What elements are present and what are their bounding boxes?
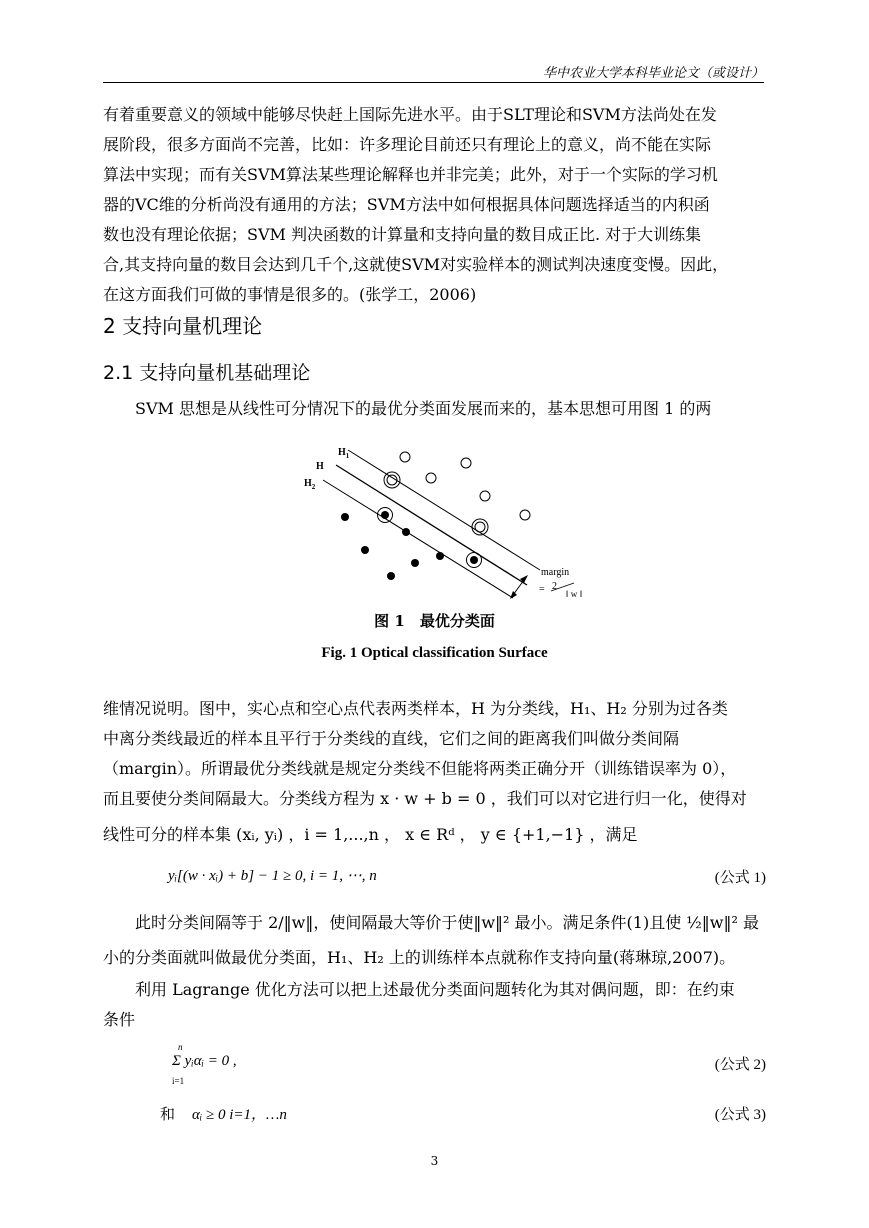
svm-intro-line: SVM 思想是从线性可分情况下的最优分类面发展而来的，基本思想可用图 1 的两 — [135, 399, 712, 418]
margin-label: margin — [541, 567, 570, 578]
h2-line — [323, 480, 513, 598]
hollow-point — [480, 491, 490, 501]
margin-paragraph-cont — [103, 943, 766, 973]
formula-2-sub: i=1 — [172, 1076, 185, 1086]
text-line: （margin）。所谓最优分类线就是规定分类线不但能将两类正确分开（训练错误率为 0）， — [103, 759, 737, 778]
text-line: 条件 — [103, 1010, 136, 1029]
text-line: 而且要使分类间隔最大。分类线方程为 x · w + b = 0 ，我们可以对它进行归一化，使得对 — [103, 789, 747, 808]
text-line: 维情况说明。图中，实心点和空心点代表两类样本，H 为分类线，H₁、H₂ 分别为过各类 — [103, 699, 728, 718]
text-line: 此时分类间隔等于 2/‖w‖，使间隔最大等价于使‖w‖² 最小。满足条件(1)且使 ½‖w‖² 最 — [135, 913, 760, 932]
page-header — [103, 58, 764, 83]
margin-formula-num: 2 — [552, 581, 557, 592]
hollow-point — [461, 458, 471, 468]
formula-3-prefix: 和 — [160, 1105, 176, 1123]
solid-point — [387, 572, 395, 580]
figure-caption-cn: 图 1 最优分类面 — [374, 612, 495, 630]
text-line: 算法中实现；而有关SVM算法某些理论解释也并非完美；此外，对于一个实际的学习机 — [103, 165, 718, 184]
text-line: 利用 Lagrange 优化方法可以把上述最优分类面问题转化为其对偶问题，即：在约束 — [135, 980, 735, 999]
solid-point — [411, 559, 419, 567]
h1-line — [348, 450, 540, 570]
text-line: 数也没有理论依据；SVM 判决函数的计算量和支持向量的数目成正比. 对于大训练集 — [103, 225, 702, 244]
intro-paragraph — [103, 100, 766, 310]
section-heading: 2 支持向量机理论 — [103, 314, 263, 338]
margin-paragraph — [135, 908, 766, 938]
formula-2-sup: n — [178, 1042, 183, 1052]
lagrange-paragraph-cont — [103, 1005, 766, 1035]
solid-point — [361, 546, 369, 554]
text-line: 线性可分的样本集 (xᵢ, yᵢ) ，i = 1,...,n ， x ∈ Rᵈ ， y ∈ {+1,−1} ，满足 — [103, 825, 638, 844]
solid-point — [436, 552, 444, 560]
svm-figure — [0, 435, 869, 615]
text-line: 器的VC维的分析尚没有通用的方法；SVM方法中如何根据具体问题选择适当的内积函 — [103, 195, 710, 214]
body-paragraph — [103, 694, 766, 850]
page-number: 3 — [430, 1154, 439, 1168]
hollow-support-vector — [475, 522, 485, 532]
margin-formula-eq: = — [539, 584, 545, 595]
formula-2: Σ yᵢαᵢ = 0 , — [172, 1053, 237, 1069]
formula-3: αᵢ ≥ 0 i=1，…n — [192, 1107, 287, 1123]
text-line: 小的分类面就叫做最优分类面，H₁、H₂ 上的训练样本点就称作支持向量(蒋琳琼,2007)。 — [103, 948, 736, 967]
formula-1: yᵢ[(w · xᵢ) + b] − 1 ≥ 0, i = 1, ⋯, n — [168, 868, 377, 884]
solid-point — [341, 513, 349, 521]
label-h2: $H_2$ — [304, 478, 316, 491]
solid-point — [402, 528, 410, 536]
figure-caption-en: Fig. 1 Optical classification Surface — [321, 645, 548, 661]
hollow-point — [426, 473, 436, 483]
header-title: 华中农业大学本科毕业论文（或设计） — [542, 66, 764, 81]
label-h: H — [316, 461, 324, 472]
label-h1: $H_1$ — [338, 447, 350, 460]
text-line: 中离分类线最近的样本且平行于分类线的直线，它们之间的距离我们叫做分类间隔 — [103, 729, 680, 748]
solid-support-vector — [381, 511, 389, 519]
subsection-heading: 2.1 支持向量机基础理论 — [103, 362, 311, 384]
text-line: 在这方面我们可做的事情是很多的。(张学工，2006) — [103, 285, 477, 304]
text-line: 展阶段，很多方面尚不完善，比如：许多理论目前还只有理论上的意义，尚不能在实际 — [103, 135, 712, 154]
text-line: 合,其支持向量的数目会达到几千个,这就使SVM对实验样本的测试判决速度变慢。因此， — [103, 255, 729, 274]
margin-formula-den: ‖ w ‖ — [566, 589, 583, 599]
formula-1-number: (公式 1) — [714, 870, 766, 886]
formula-2-number: (公式 2) — [714, 1057, 766, 1073]
formula-3-number: (公式 3) — [714, 1107, 766, 1123]
hollow-point — [400, 452, 410, 462]
hollow-point — [520, 510, 530, 520]
text-line: 有着重要意义的领域中能够尽快赶上国际先进水平。由于SLT理论和SVM方法尚处在发 — [103, 105, 717, 124]
lagrange-paragraph — [135, 975, 766, 1005]
solid-support-vector — [470, 556, 478, 564]
